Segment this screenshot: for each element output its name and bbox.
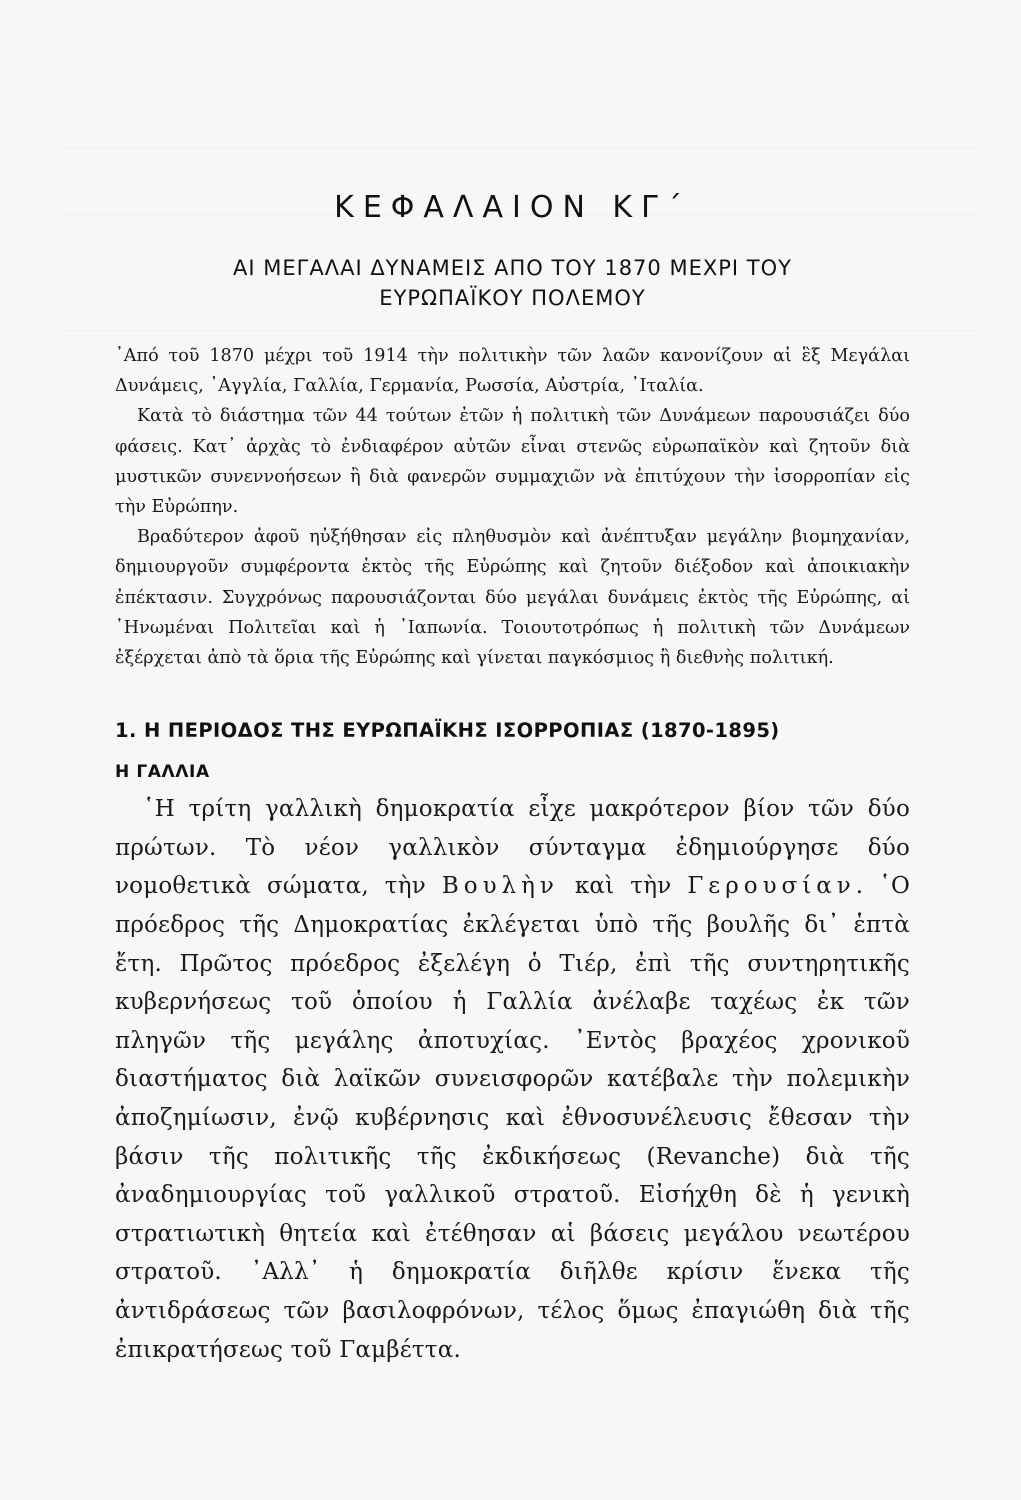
body-section [115, 790, 910, 1369]
page-content [115, 190, 910, 1369]
body-text-segment: ῾Η τρίτη γαλλικὴ δημοκρατία εἶχε μακρότερον βίον τῶν δύο πρώτων. Τὸ νέον γαλλικὸν σύνταγμα ἐδημιούργησε δύο νομοθετικὰ σώματα, τὴν [115, 796, 910, 900]
section-heading: 1. Η ΠΕΡΙΟΔΟΣ ΤΗΣ ΕΥΡΩΠΑΪΚΗΣ ΙΣΟΡΡΟΠΙΑΣ (1870-1895) [115, 719, 780, 743]
body-paragraph-1 [115, 790, 910, 1369]
chapter-subtitle [115, 253, 910, 313]
intro-paragraph-3: Βραδύτερον ἀφοῦ ηὐξήθησαν εἰς πληθυσμὸν καὶ ἀνέπτυξαν μεγάλην βιομηχανίαν, δημιουργοῦν συμφέροντα ἐκτὸς τῆς Εὐρώπης καὶ ζητοῦν διέξοδον καὶ ἀποικιακὴν ἐπέκτασιν. Συγχρόνως παρουσιάζονται δύο μεγάλαι δυνάμεις ἐκτὸς τῆς Εὐρώπης, αἱ ῾Ηνωμέναι Πολιτεῖαι καὶ ἡ ᾿Ιαπωνία. Τοιουτοτρόπως ἡ πολιτικὴ τῶν Δυνάμεων ἐξέρχεται ἀπὸ τὰ ὅρια τῆς Εὐρώπης καὶ γίνεται παγκόσμιος ἢ διεθνὴς πολιτική. [115, 527, 910, 669]
chapter-title: ΚΕΦΑΛΑΙΟΝ ΚΓ΄ [334, 190, 691, 225]
bleed-through-line [60, 148, 981, 149]
chapter-subtitle-line-1: ΑΙ ΜΕΓΑΛΑΙ ΔΥΝΑΜΕΙΣ ΑΠΟ ΤΟΥ 1870 ΜΕΧΡΙ ΤΟΥ [233, 256, 792, 280]
emphasis-gerousia: Γερουσίαν [687, 873, 856, 900]
chapter-subtitle-line-2: ΕΥΡΩΠΑΪΚΟΥ ΠΟΛΕΜΟΥ [379, 286, 646, 310]
body-text-segment: . ῾Ο πρόεδρος τῆς Δημοκρατίας ἐκλέγεται ὑπὸ τῆς βουλῆς δι᾿ ἑπτὰ ἔτη. Πρῶτος πρόεδρος ἐξελέγη ὁ Τιέρ, ἐπὶ τῆς συντηρητικῆς κυβερνήσεως τοῦ ὁποίου ἡ Γαλλία ἀνέλαβε ταχέως ἐκ τῶν πληγῶν τῆς μεγάλης ἀποτυχίας. ᾿Εντὸς βραχέος χρονικοῦ διαστήματος διὰ λαϊκῶν συνεισφορῶν κατέβαλε τὴν πολεμικὴν ἀποζημίωσιν, ἐνῷ κυβέρνησις καὶ ἐθνοσυνέλευσις ἔθεσαν τὴν βάσιν τῆς πολιτικῆς τῆς ἐκδικήσεως (Revanche) διὰ τῆς ἀναδημιουργίας τοῦ γαλλικοῦ στρατοῦ. Εἰσήχθη δὲ ἡ γενικὴ στρατιωτικὴ θητεία καὶ ἐτέθησαν αἱ βάσεις μεγάλου νεωτέρου στρατοῦ. ᾿Αλλ᾿ ἡ δημοκρατία διῆλθε κρίσιν ἕνεκα τῆς ἀντιδράσεως τῶν βασιλοφρόνων, τέλος ὅμως ἐπαγιώθη διὰ τῆς ἐπικρατήσεως τοῦ Γαμβέττα. [115, 873, 910, 1363]
body-text-segment: καὶ τὴν [558, 873, 688, 900]
intro-paragraph-2: Κατὰ τὸ διάστημα τῶν 44 τούτων ἐτῶν ἡ πολιτικὴ τῶν Δυνάμεων παρουσιάζει δύο φάσεις. Κατ᾿ ἀρχὰς τὸ ἐνδιαφέρον αὐτῶν εἶναι στενῶς εὐρωπαϊκὸν καὶ ζητοῦν διὰ μυστικῶν συνεννοήσεων ἢ διὰ φανερῶν συμμαχιῶν νὰ ἐπιτύχουν τὴν ἰσορροπίαν εἰς τὴν Εὐρώπην. [115, 406, 910, 518]
intro-paragraph-1: ᾿Από τοῦ 1870 μέχρι τοῦ 1914 τὴν πολιτικὴν τῶν λαῶν κανονίζουν αἱ ἓξ Μεγάλαι Δυνάμεις, ᾿Αγγλία, Γαλλία, Γερμανία, Ρωσσία, Αὐστρία, ᾿Ιταλία. [115, 346, 910, 397]
emphasis-boule: Βουλὴν [441, 873, 559, 900]
sub-heading: Η ΓΑΛΛΙΑ [115, 762, 210, 783]
intro-section [115, 341, 910, 673]
